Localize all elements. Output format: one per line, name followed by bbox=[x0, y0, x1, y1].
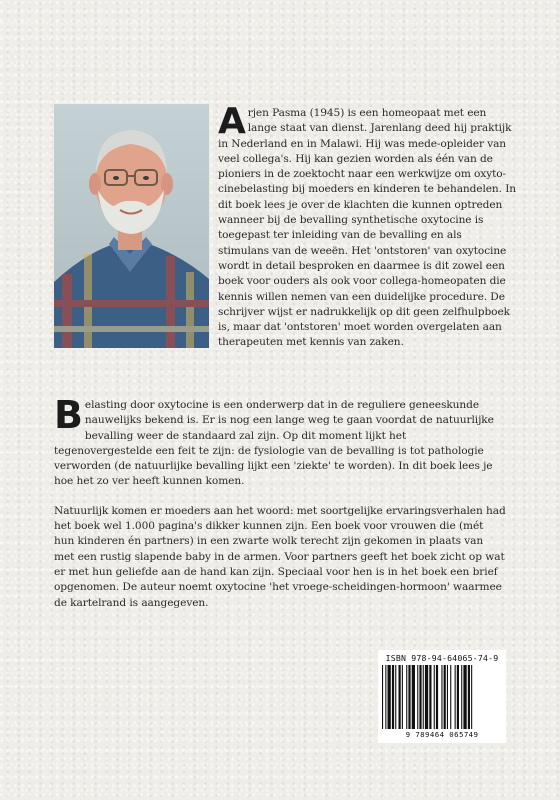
barcode-bar bbox=[417, 665, 418, 729]
barcode-bar bbox=[436, 665, 438, 729]
barcode-bar bbox=[461, 665, 462, 729]
author-bio bbox=[218, 101, 517, 351]
summary-paragraph-2: Natuurlijk komen er moeders aan het woord: met soortgelijke ervaringsverhalen had het boek wel 1.000 pagina's dikker kunnen zijn. Een boek voor vrouwen die (mét hun kinderen én partners) in een zwarte wolk terecht zijn gekomen in plaats van met een rustig slapende baby in de armen. Voor partners geeft het boek zicht op wat er met hun geliefde aan de hand kan zijn. Speciaal voor hen is in het boek een brief opgenomen. De auteur noemt oxytocine 'het vroege-scheidingen-hormoon' waarmee de kartelrand is aangegeven. bbox=[54, 504, 506, 609]
barcode-bar bbox=[392, 665, 394, 729]
barcode-bars bbox=[382, 665, 502, 729]
summary-paragraph-1 bbox=[54, 393, 506, 490]
barcode-bar bbox=[441, 665, 442, 729]
barcode-bar bbox=[457, 665, 459, 729]
barcode-bar bbox=[406, 665, 407, 729]
barcode-bar bbox=[395, 665, 396, 729]
barcode-bar bbox=[471, 665, 472, 729]
barcode-bar bbox=[388, 665, 391, 729]
bio-dropcap: A bbox=[218, 101, 246, 142]
barcode-bar bbox=[402, 665, 403, 729]
barcode-bar bbox=[425, 665, 428, 729]
summary-dropcap: B bbox=[54, 393, 83, 437]
isbn-label: ISBN 978-94-64065-74-9 bbox=[385, 653, 499, 663]
barcode-bar bbox=[444, 665, 446, 729]
barcode-bar bbox=[423, 665, 424, 729]
isbn-barcode bbox=[378, 650, 506, 743]
barcode-bar bbox=[455, 665, 456, 729]
barcode-bar bbox=[450, 665, 451, 729]
barcode-bar bbox=[408, 665, 410, 729]
book-summary bbox=[54, 393, 506, 625]
barcode-bar bbox=[434, 665, 435, 729]
barcode-bar bbox=[382, 665, 383, 729]
barcode-digits: 9 789464 065749 bbox=[405, 730, 479, 739]
barcode-bar bbox=[399, 665, 401, 729]
barcode-bar bbox=[429, 665, 431, 729]
barcode-bar bbox=[468, 665, 470, 729]
barcode-bar bbox=[385, 665, 386, 729]
author-photo bbox=[54, 104, 209, 348]
summary-paragraph-1-text: elasting door oxytocine is een onderwerp dat in de reguliere geneeskunde nauwelijks bekend is. Er is nog een lange weg te gaan voordat de natuurlijke bevalling weer de standaard zal zijn. Op dit moment lijkt het tegenovergestelde een feit te zijn: de fysiologie van de bevalling is tot pathologie verworden (de natuurlijke bevalling lijkt een 'ziekte' te worden). In dit boek lees je hoe het zo ver heeft kunnen komen. bbox=[54, 399, 494, 488]
bio-text: rjen Pasma (1945) is een homeopaat met een lange staat van dienst. Jarenlang deed hij praktijk in Nederland en in Malawi. Hij was mede-opleider van veel collega's. Hij kan gezien worden als één van de pioniers in de zoektocht naar een werkwijze om oxytocinebelasting bij moeders en kinderen te behandelen. In dit boek lees je over de klachten die kunnen optreden wanneer bij de bevalling synthetische oxytocine is toegepast ter inleiding van de bevalling en als stimulans van de weeën. Het 'ontstoren' van oxytocine wordt in detail besproken en daarmee is dit zowel een boek voor ouders als ook voor collega-homeopaten die kennis willen nemen van een duidelijke procedure. De schrijver wijst er nadrukkelijk op dit geen zelfhulpboek is, maar dat 'ontstoren' moet worden overgelaten aan therapeuten met kennis van zaken. bbox=[218, 107, 517, 349]
barcode-bar bbox=[412, 665, 415, 729]
barcode-bar bbox=[463, 665, 466, 729]
barcode-bar bbox=[419, 665, 421, 729]
author-portrait-illustration bbox=[54, 104, 209, 348]
barcode-bar bbox=[447, 665, 448, 729]
